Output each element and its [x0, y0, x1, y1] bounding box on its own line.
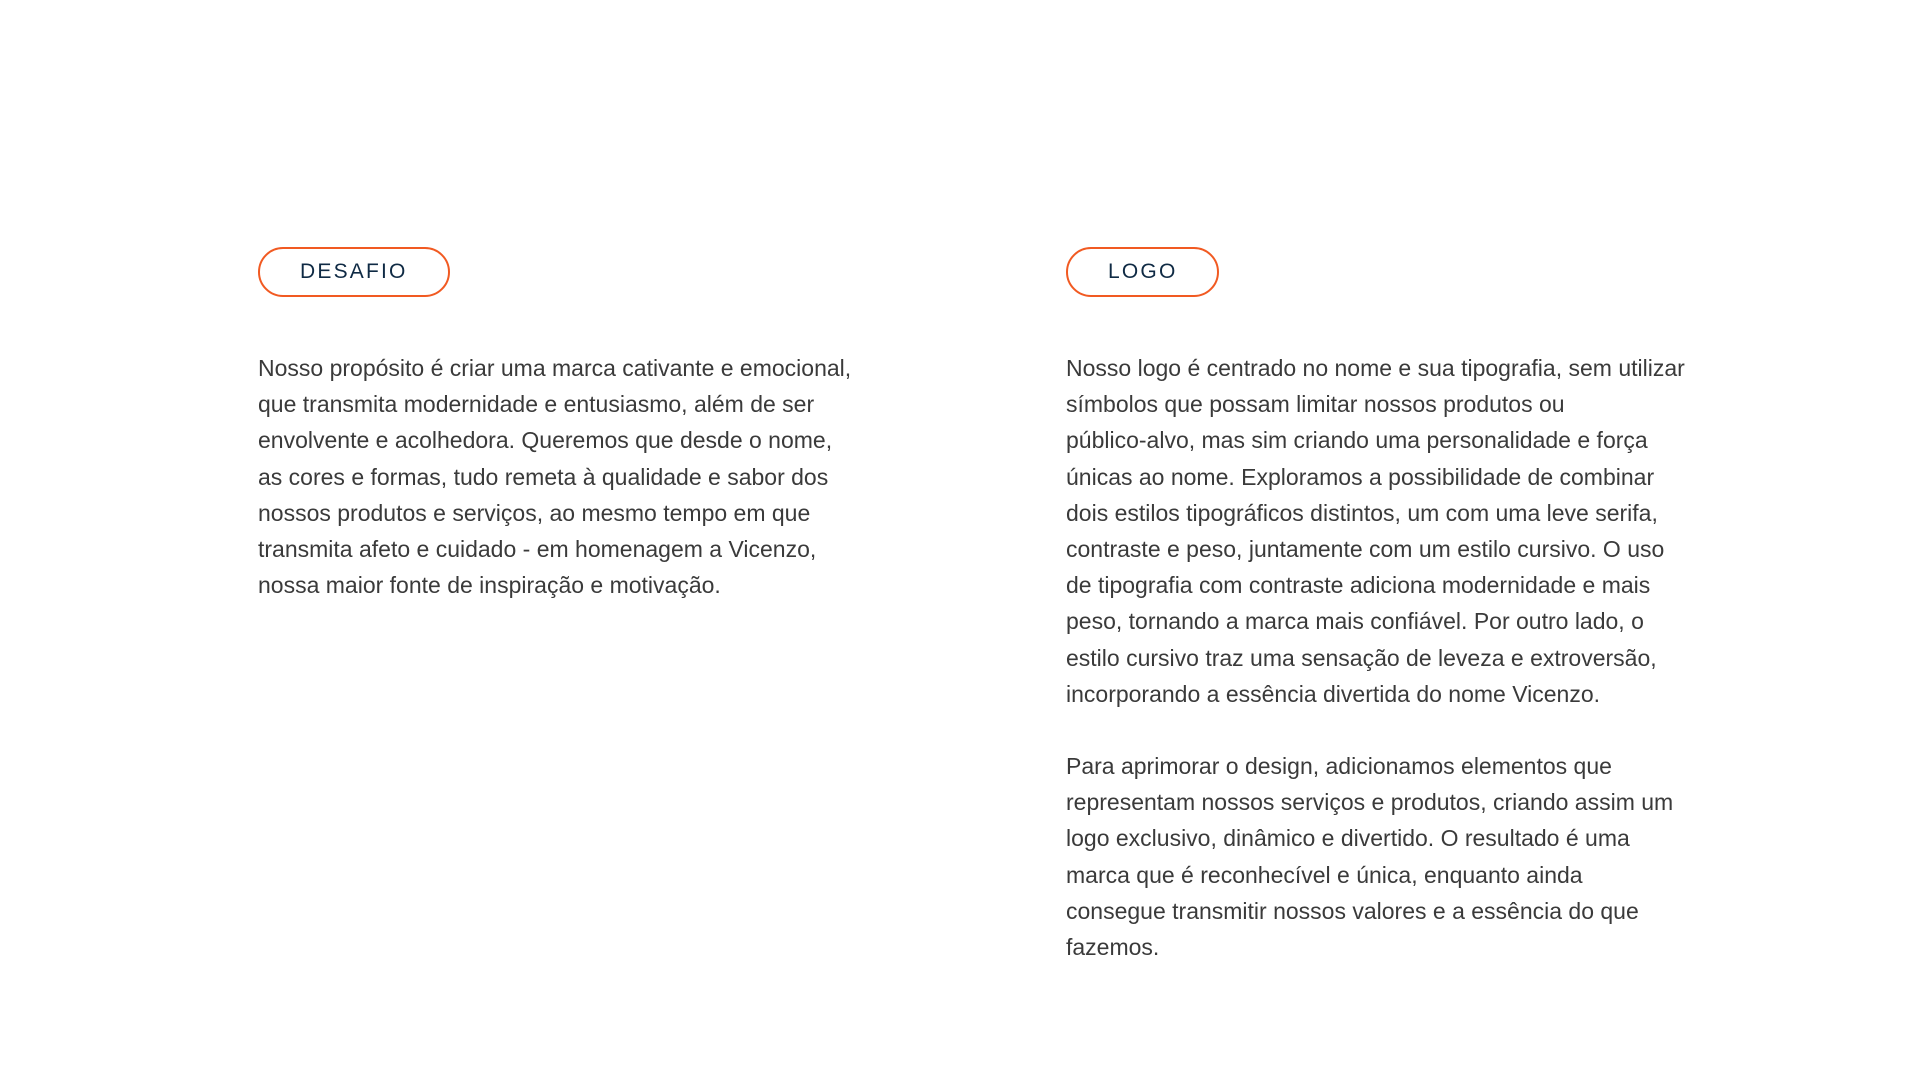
section-label-logo: LOGO — [1066, 247, 1219, 297]
section-label-desafio: DESAFIO — [258, 247, 450, 297]
section-desafio — [258, 247, 858, 603]
logo-paragraph-1: Nosso logo é centrado no nome e sua tipografia, sem utilizar símbolos que possam limitar nossos produtos ou público-alvo, mas sim criando uma personalidade e força únicas ao nome. Exploramos a possibilidade de combinar dois estilos tipográficos distintos, um com uma leve serifa, contraste e peso, juntamente com um estilo cursivo. O uso de tipografia com contraste adiciona modernidade e mais peso, tornando a marca mais confiável. Por outro lado, o estilo cursivo traz uma sensação de leveza e extroversão, incorporando a essência divertida do nome Vicenzo. — [1066, 355, 1685, 707]
desafio-paragraph: Nosso propósito é criar uma marca cativante e emocional, que transmita modernidade e entusiasmo, além de ser envolvente e acolhedora. Queremos que desde o nome, as cores e formas, tudo remeta à qualidade e sabor dos nossos produtos e serviços, ao mesmo tempo em que transmita afeto e cuidado - em homenagem a Vicenzo, nossa maior fonte de inspiração e motivação. — [258, 355, 852, 599]
section-logo — [1066, 247, 1706, 965]
logo-paragraph-2: Para aprimorar o design, adicionamos elementos que representam nossos serviços e produtos, criando assim um logo exclusivo, dinâmico e divertido. O resultado é uma marca que é reconhecível e única, enquanto ainda consegue transmitir nossos valores e a essência do que fazemos. — [1066, 753, 1674, 961]
